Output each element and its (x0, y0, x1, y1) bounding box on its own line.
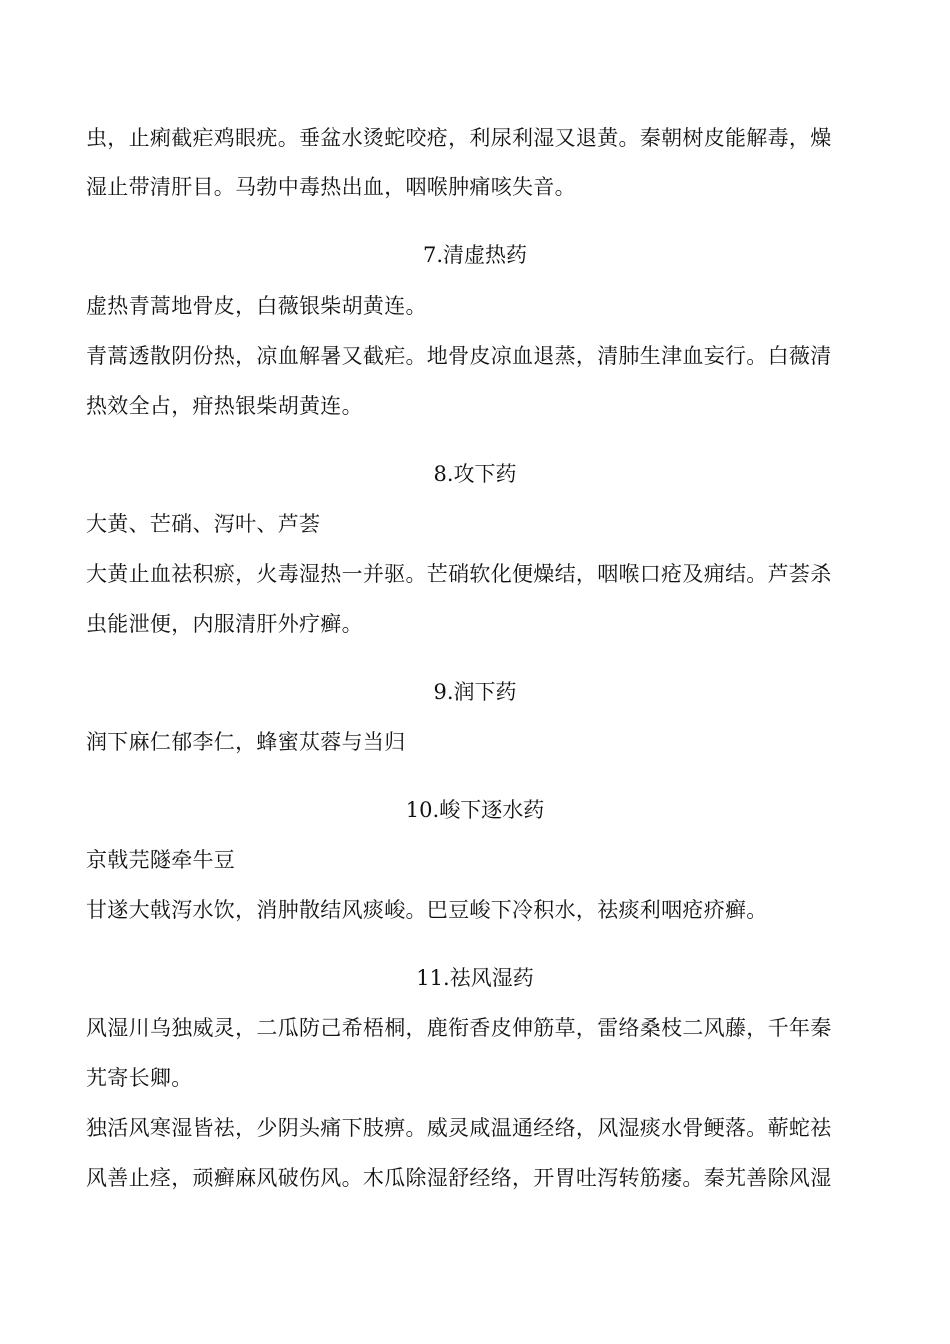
body-text-line: 独活风寒湿皆祛，少阴头痛下肢痹。威灵咸温通经络，风湿痰水骨鲠落。蕲蛇祛 (86, 1116, 832, 1140)
section-heading: 11.祛风湿药 (416, 966, 534, 990)
section-heading: 9.润下药 (433, 680, 517, 704)
body-text-line: 甘遂大戟泻水饮，消肿散结风痰峻。巴豆峻下冷积水，祛痰利咽疮疥癣。 (86, 898, 768, 922)
body-text-line: 大黄止血祛积瘀，火毒湿热一并驱。芒硝软化便燥结，咽喉口疮及痈结。芦荟杀 (86, 562, 832, 586)
section-heading: 7.清虚热药 (422, 243, 528, 267)
body-text-line: 青蒿透散阴份热，凉血解暑又截疟。地骨皮凉血退蒸，清肺生津血妄行。白薇清 (86, 344, 832, 368)
body-text-line: 虫，止痢截疟鸡眼疣。垂盆水烫蛇咬疮，利尿利湿又退黄。秦朝树皮能解毒，燥 (86, 126, 832, 150)
section-heading: 10.峻下逐水药 (405, 798, 545, 822)
body-text-line: 虫能泄便，内服清肝外疗癣。 (86, 612, 363, 636)
body-text-line: 艽寄长卿。 (86, 1066, 193, 1090)
body-text-line: 湿止带清肝目。马勃中毒热出血，咽喉肿痛咳失音。 (86, 175, 576, 199)
body-text-line: 京戟芫隧牵牛豆 (86, 848, 236, 872)
section-heading: 8.攻下药 (433, 462, 517, 486)
body-text-line: 虚热青蒿地骨皮，白薇银柴胡黄连。 (86, 294, 427, 318)
body-text-line: 热效全占，疳热银柴胡黄连。 (86, 394, 363, 418)
body-text-line: 风湿川乌独威灵，二瓜防己希梧桐，鹿衔香皮伸筋草，雷络桑枝二风藤，千年秦 (86, 1016, 832, 1040)
body-text-line: 大黄、芒硝、泻叶、芦荟 (86, 512, 321, 536)
body-text-line: 风善止痉，顽癣麻风破伤风。木瓜除湿舒经络，开胃吐泻转筋痿。秦艽善除风湿 (86, 1166, 832, 1190)
body-text-line: 润下麻仁郁李仁，蜂蜜苁蓉与当归 (86, 730, 406, 754)
